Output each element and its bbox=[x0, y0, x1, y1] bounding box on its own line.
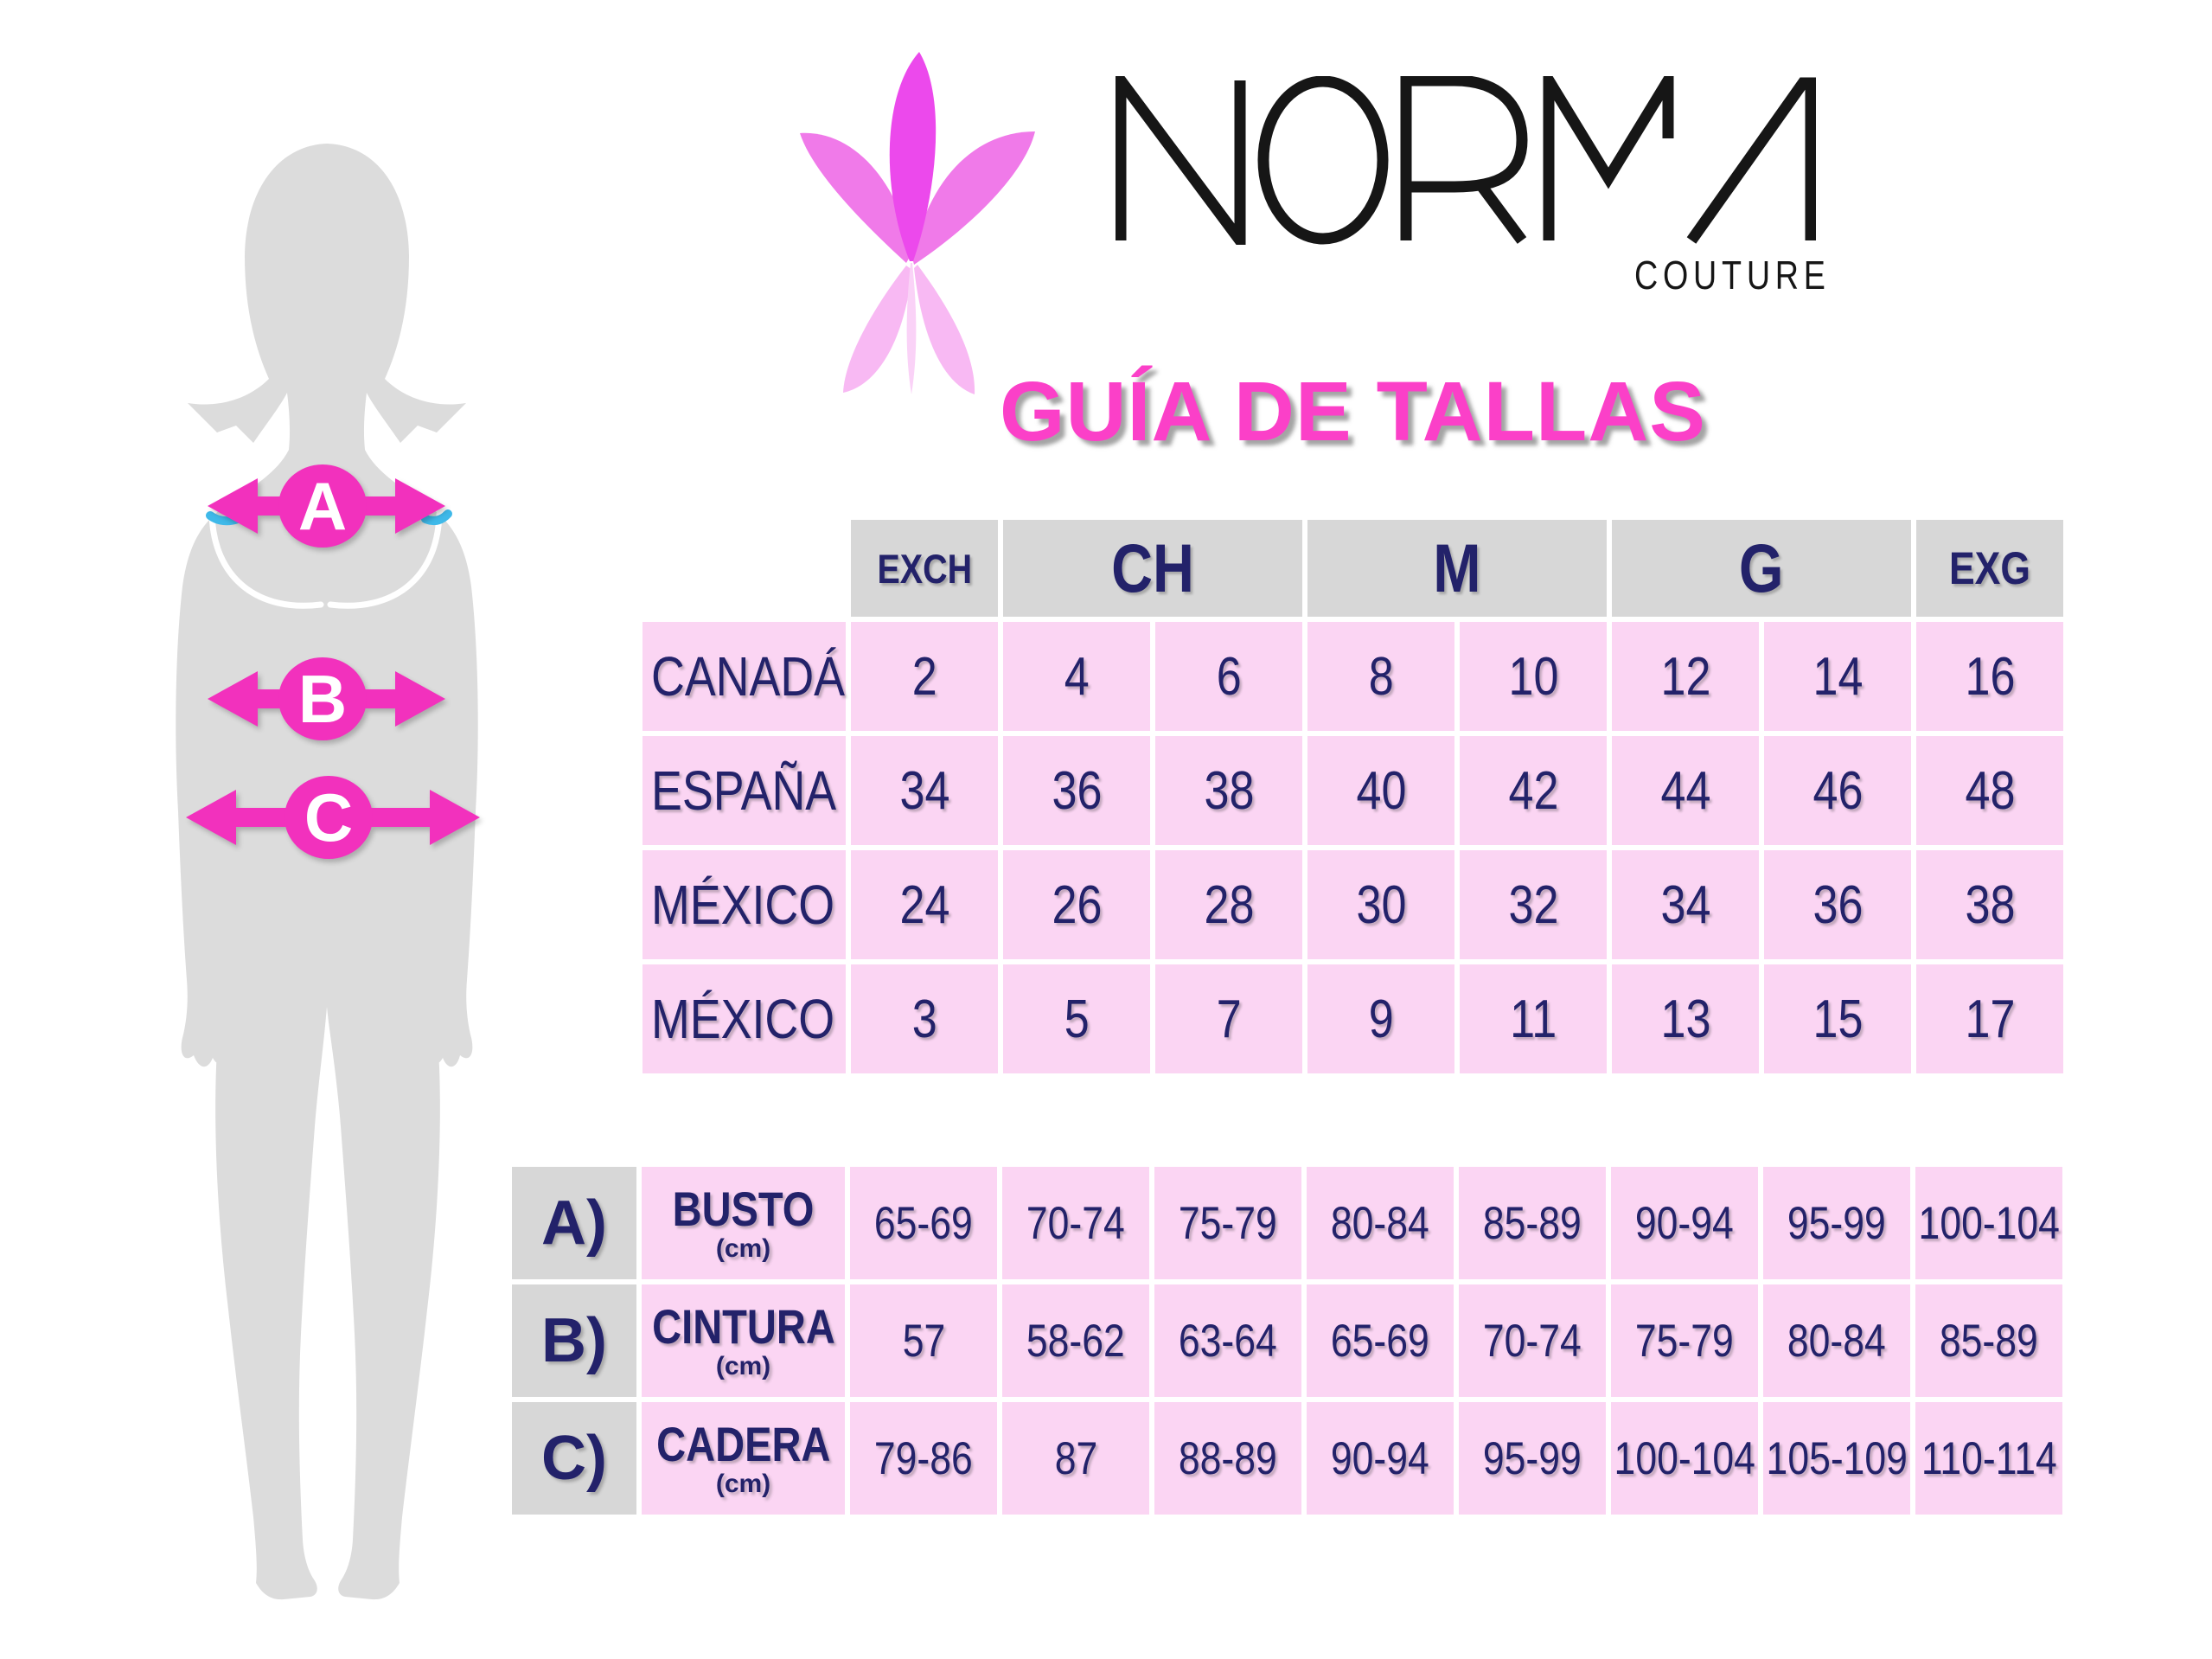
measure-cell: 80-84 bbox=[1763, 1284, 1910, 1397]
size-cell: 34 bbox=[1612, 850, 1759, 959]
size-cell: 5 bbox=[1003, 964, 1150, 1073]
measure-cell: 80-84 bbox=[1307, 1167, 1454, 1279]
measure-key-c: C) bbox=[512, 1402, 636, 1515]
measure-cell: 110-114 bbox=[1915, 1402, 2062, 1515]
unit-label: (cm) bbox=[715, 1351, 771, 1380]
size-cell: 7 bbox=[1155, 964, 1302, 1073]
size-header-exg: EXG bbox=[1916, 520, 2063, 617]
size-cell: 24 bbox=[851, 850, 998, 959]
measure-cell: 75-79 bbox=[1611, 1284, 1758, 1397]
size-conversion-table bbox=[643, 520, 2063, 1073]
measurement-table bbox=[512, 1167, 2062, 1515]
unit-label: (cm) bbox=[715, 1233, 771, 1263]
measure-cell: 85-89 bbox=[1915, 1284, 2062, 1397]
letter-o bbox=[1263, 81, 1383, 239]
size-cell: 34 bbox=[851, 736, 998, 845]
measure-cell: 57 bbox=[850, 1284, 997, 1397]
measure-cell: 87 bbox=[1002, 1402, 1149, 1515]
size-cell: 46 bbox=[1764, 736, 1911, 845]
measure-label-busto: BUSTO (cm) bbox=[642, 1167, 845, 1279]
measure-cell: 95-99 bbox=[1459, 1402, 1606, 1515]
size-cell: 32 bbox=[1460, 850, 1607, 959]
marker-letter-a: A bbox=[297, 468, 348, 544]
measure-cell: 65-69 bbox=[850, 1167, 997, 1279]
brand-subtitle: COUTURE bbox=[1634, 253, 1831, 298]
size-cell: 36 bbox=[1003, 736, 1150, 845]
size-cell: 26 bbox=[1003, 850, 1150, 959]
letter-n bbox=[1121, 80, 1240, 240]
page-title: GUÍA DE TALLAS bbox=[1000, 364, 1706, 458]
size-cell: 12 bbox=[1612, 622, 1759, 731]
size-cell: 36 bbox=[1764, 850, 1911, 959]
size-header-g: G bbox=[1612, 520, 1911, 617]
size-cell: 30 bbox=[1307, 850, 1454, 959]
measure-cell: 90-94 bbox=[1307, 1402, 1454, 1515]
size-cell: 42 bbox=[1460, 736, 1607, 845]
measure-cell: 90-94 bbox=[1611, 1167, 1758, 1279]
measure-cell: 88-89 bbox=[1154, 1402, 1301, 1515]
size-cell: 2 bbox=[851, 622, 998, 731]
measure-cell: 85-89 bbox=[1459, 1167, 1606, 1279]
header-spacer-cell bbox=[643, 520, 846, 617]
letter-r bbox=[1406, 80, 1522, 240]
hip-arrow-marker bbox=[169, 761, 506, 874]
size-cell: 13 bbox=[1612, 964, 1759, 1073]
measure-cell: 63-64 bbox=[1154, 1284, 1301, 1397]
size-cell: 40 bbox=[1307, 736, 1454, 845]
size-header-exch: EXCH bbox=[851, 520, 998, 617]
row-label-mexico-odd: MÉXICO bbox=[643, 964, 846, 1073]
row-label-espana: ESPAÑA bbox=[643, 736, 846, 845]
size-cell: 11 bbox=[1460, 964, 1607, 1073]
size-header-m: M bbox=[1307, 520, 1607, 617]
bust-arrow-marker bbox=[182, 450, 502, 562]
measure-key-a: A) bbox=[512, 1167, 636, 1279]
size-cell: 38 bbox=[1155, 736, 1302, 845]
size-cell: 6 bbox=[1155, 622, 1302, 731]
measure-key-b: B) bbox=[512, 1284, 636, 1397]
marker-letter-c: C bbox=[304, 779, 354, 855]
measure-label-cintura: CINTURA (cm) bbox=[642, 1284, 845, 1397]
size-cell: 44 bbox=[1612, 736, 1759, 845]
measure-cell: 70-74 bbox=[1459, 1284, 1606, 1397]
measure-cell: 100-104 bbox=[1915, 1167, 2062, 1279]
row-label-canada: CANADÁ bbox=[643, 622, 846, 731]
size-cell: 16 bbox=[1916, 622, 2063, 731]
measure-cell: 70-74 bbox=[1002, 1167, 1149, 1279]
measure-cell: 65-69 bbox=[1307, 1284, 1454, 1397]
size-cell: 15 bbox=[1764, 964, 1911, 1073]
marker-letter-b: B bbox=[297, 661, 348, 737]
size-cell: 3 bbox=[851, 964, 998, 1073]
measure-cell: 58-62 bbox=[1002, 1284, 1149, 1397]
size-cell: 8 bbox=[1307, 622, 1454, 731]
measure-cell: 100-104 bbox=[1611, 1402, 1758, 1515]
measure-cell: 79-86 bbox=[850, 1402, 997, 1515]
size-cell: 48 bbox=[1916, 736, 2063, 845]
size-cell: 17 bbox=[1916, 964, 2063, 1073]
size-header-ch: CH bbox=[1003, 520, 1302, 617]
size-cell: 4 bbox=[1003, 622, 1150, 731]
size-cell: 9 bbox=[1307, 964, 1454, 1073]
measure-cell: 105-109 bbox=[1763, 1402, 1910, 1515]
unit-label: (cm) bbox=[715, 1469, 771, 1498]
row-label-mexico: MÉXICO bbox=[643, 850, 846, 959]
measure-cell: 75-79 bbox=[1154, 1167, 1301, 1279]
norma-logotype bbox=[1116, 76, 1816, 245]
size-cell: 28 bbox=[1155, 850, 1302, 959]
orchid-flower-icon bbox=[791, 45, 1051, 400]
measure-label-cadera: CADERA (cm) bbox=[642, 1402, 845, 1515]
size-cell: 38 bbox=[1916, 850, 2063, 959]
size-cell: 14 bbox=[1764, 622, 1911, 731]
letter-a bbox=[1691, 83, 1811, 240]
measure-cell: 95-99 bbox=[1763, 1167, 1910, 1279]
waist-arrow-marker bbox=[182, 643, 502, 755]
letter-m bbox=[1549, 80, 1668, 240]
size-cell: 10 bbox=[1460, 622, 1607, 731]
